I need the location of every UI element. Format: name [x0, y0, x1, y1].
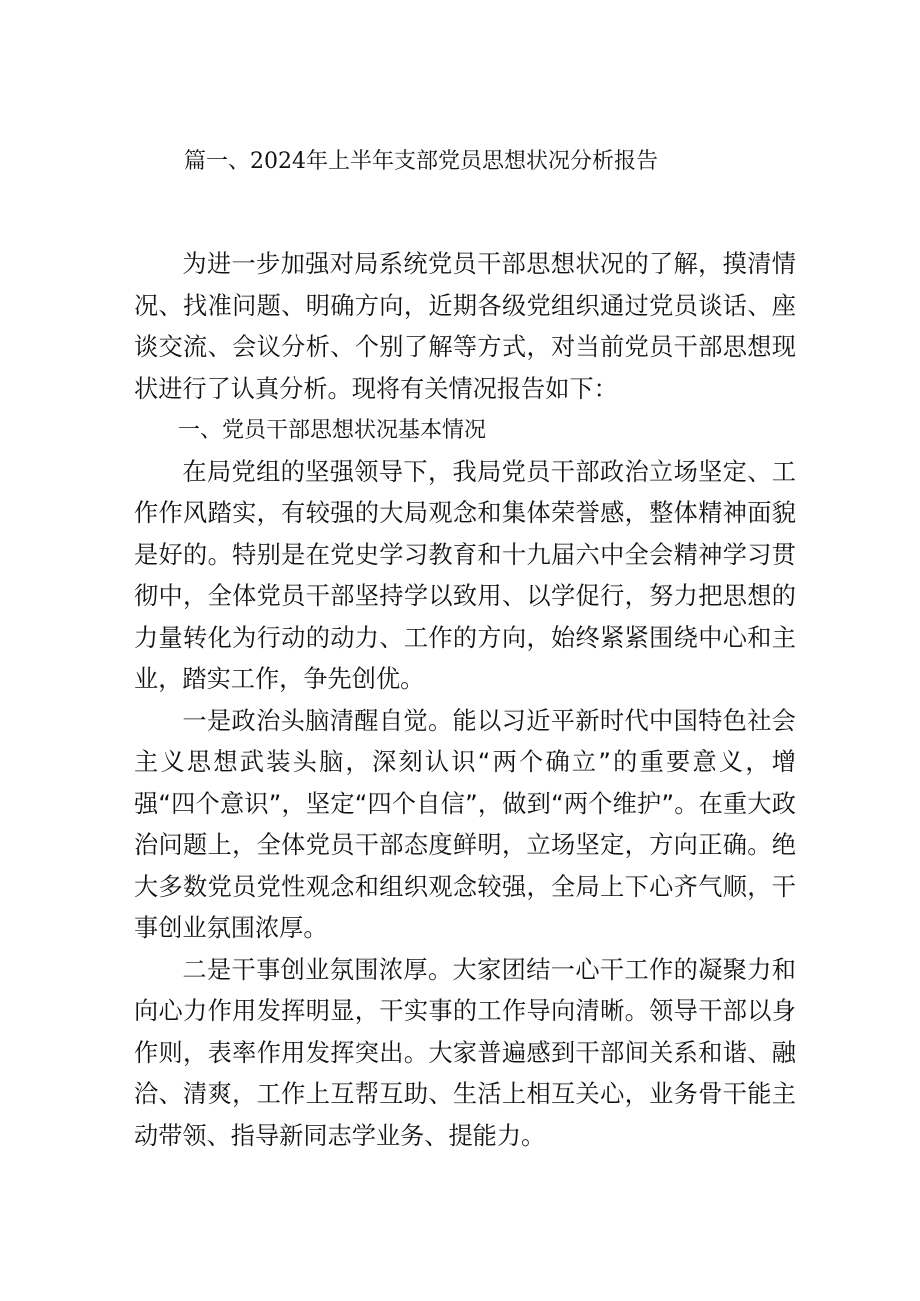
paragraph-point-one: 一是政治头脑清醒自觉。能以习近平新时代中国特色社会主义思想武装头脑，深刻认识“两个确立”的重要意义，增强“四个意识”，坚定“四个自信”，做到“两个维护”。在重大政治问题上，全体党员干部态度鲜明，立场坚定，方向正确。绝大多数党员党性观念和组织观念较强，全局上下心齐气顺，干事创业氛围浓厚。 — [134, 706, 796, 942]
section-heading: 一、党员干部思想状况基本情况 — [178, 418, 487, 443]
paragraph-point-two: 二是干事创业氛围浓厚。大家团结一心干工作的凝聚力和向心力作用发挥明显，干实事的工作导向清晰。领导干部以身作则，表率作用发挥突出。大家普遍感到干部间关系和谐、融洽、清爽，工作上互帮互助、生活上相互关心，业务骨干能主动带领、指导新同志学业务、提能力。 — [134, 955, 796, 1150]
document-title: 篇一、2024年上半年支部党员思想状况分析报告 — [184, 149, 658, 174]
document-body — [134, 244, 796, 1157]
paragraph-overview: 在局党组的坚强领导下，我局党员干部政治立场坚定、工作作风踏实，有较强的大局观念和集体荣誉感，整体精神面貌是好的。特别是在党史学习教育和十九届六中全会精神学习贯彻中，全体党员干部坚持学以致用、以学促行，努力把思想的力量转化为行动的动力、工作的方向，始终紧紧围绕中心和主业，踏实工作，争先创优。 — [134, 457, 796, 693]
paragraph-intro: 为进一步加强对局系统党员干部思想状况的了解，摸清情况、找准问题、明确方向，近期各级党组织通过党员谈话、座谈交流、会议分析、个别了解等方式，对当前党员干部思想现状进行了认真分析。现将有关情况报告如下： — [134, 250, 796, 403]
